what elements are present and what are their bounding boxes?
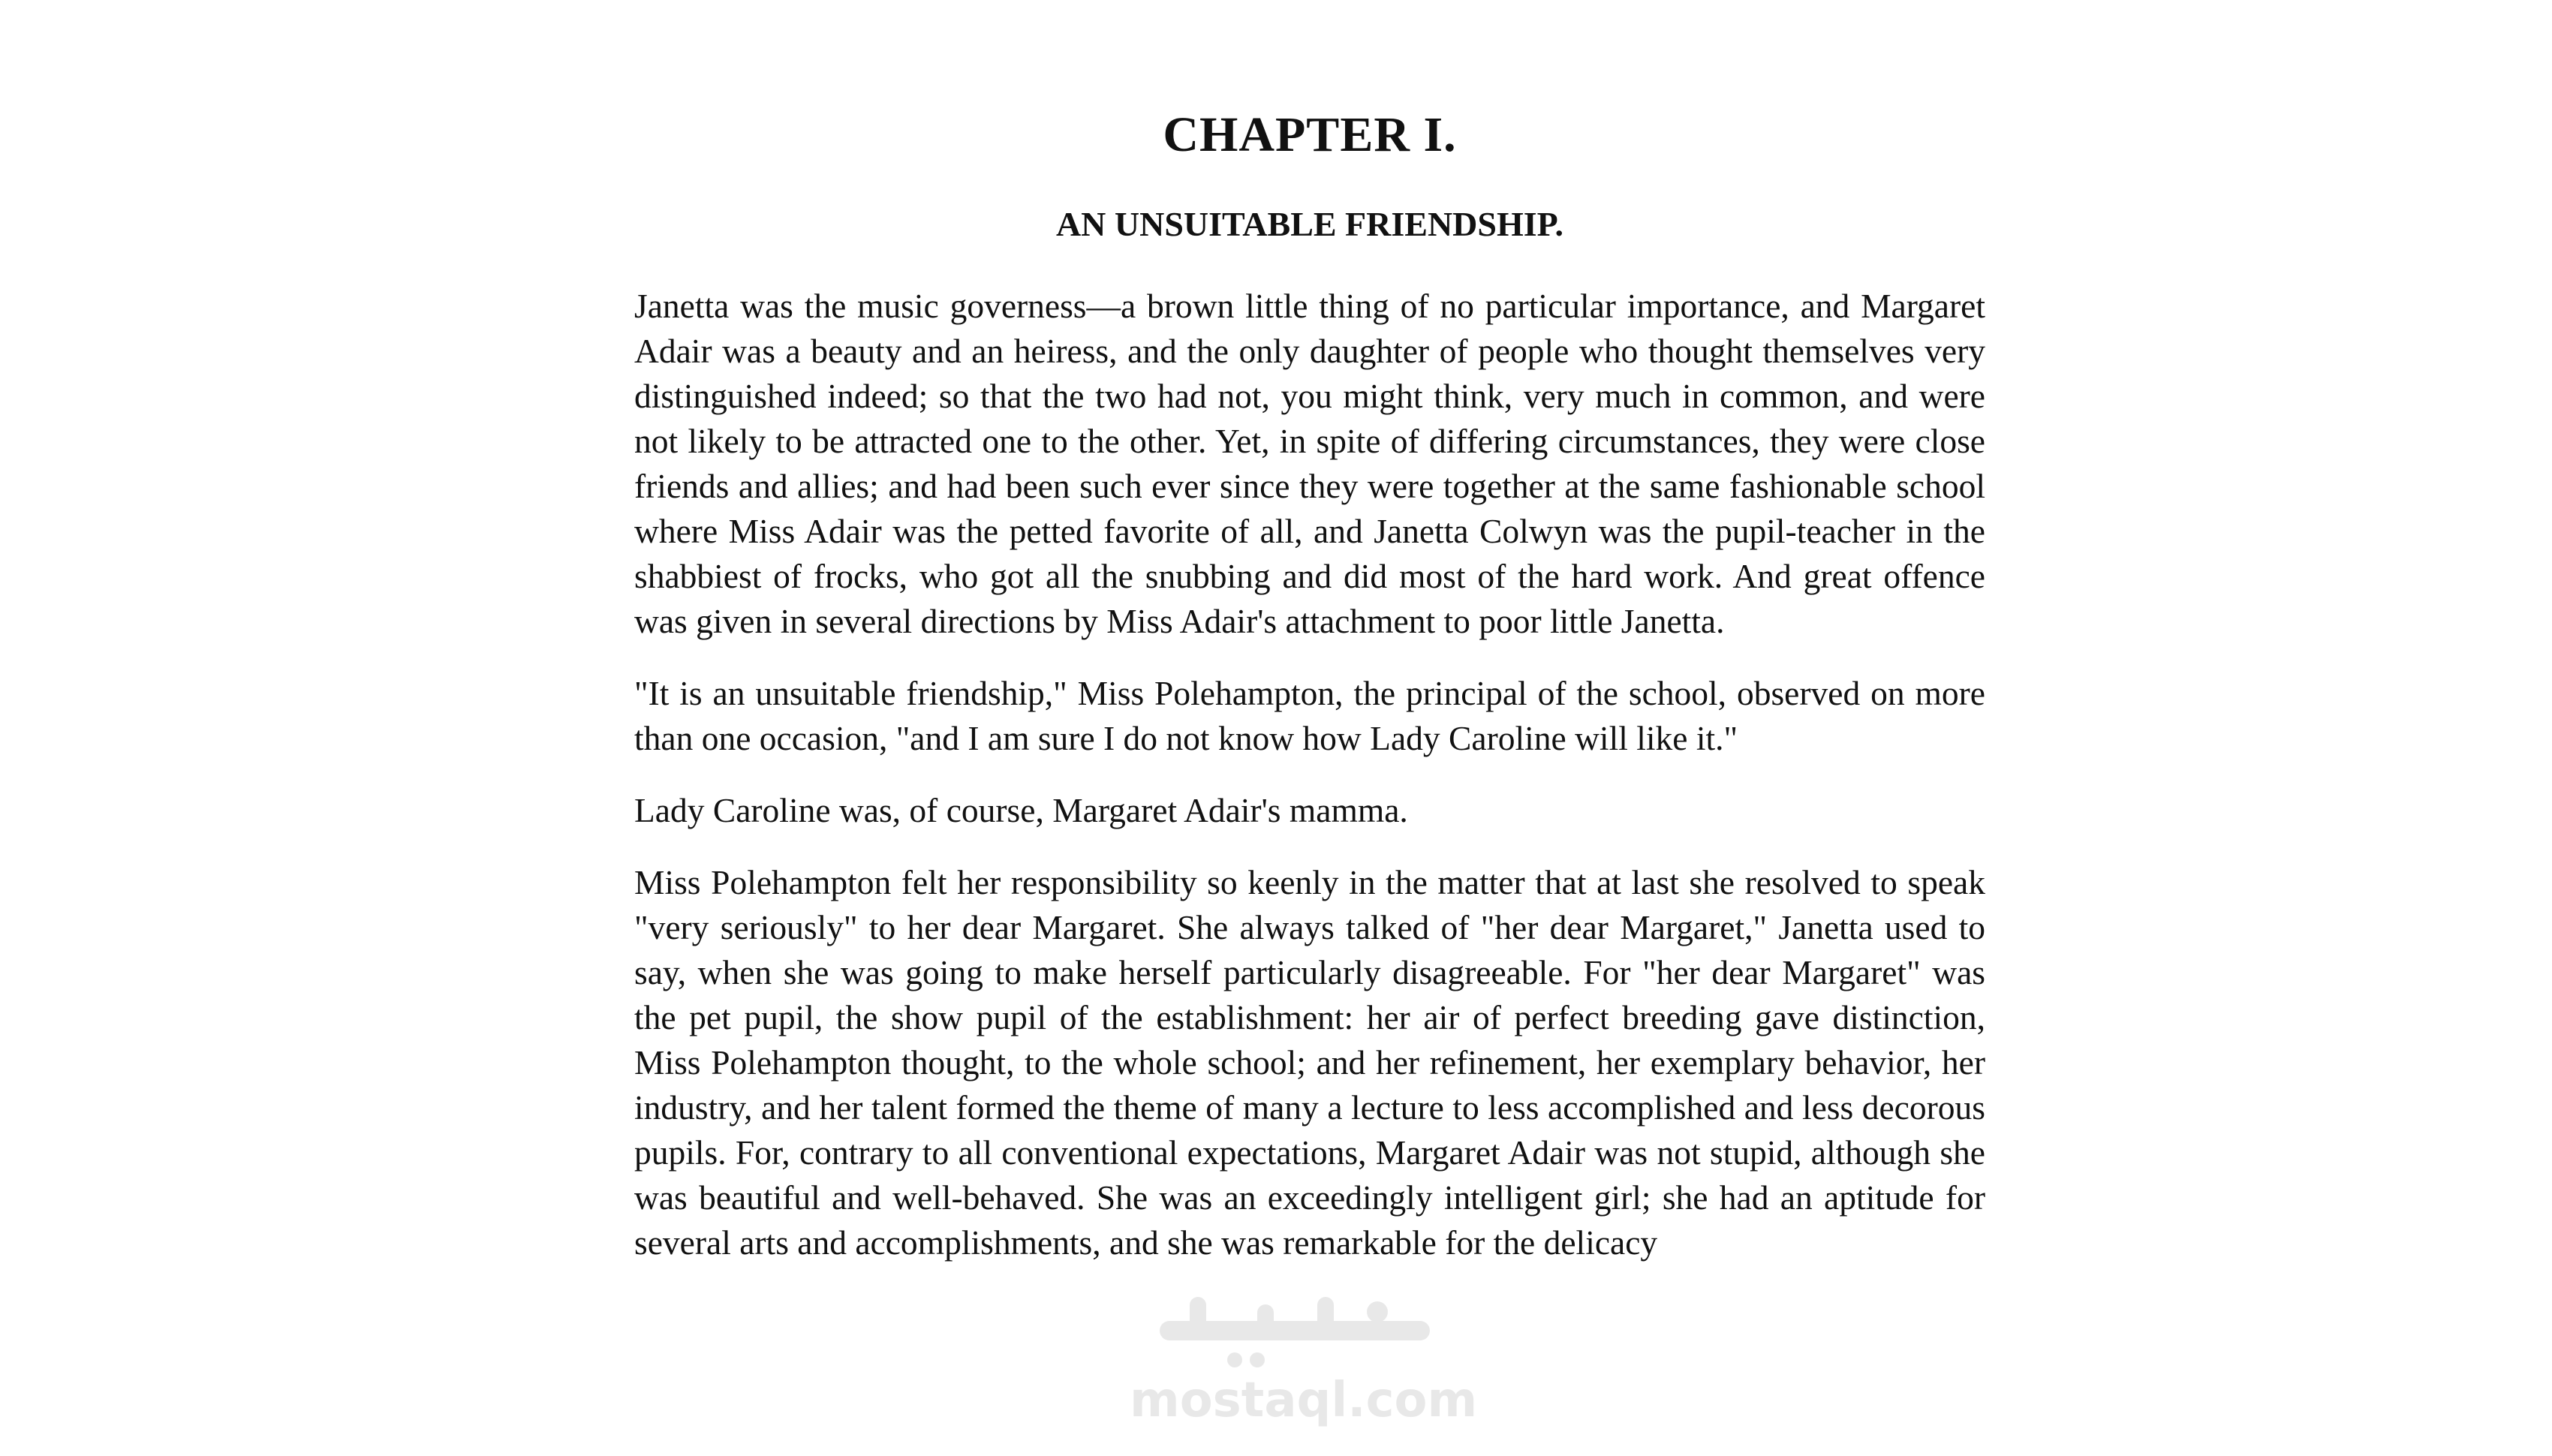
chapter-title: CHAPTER I. bbox=[1163, 107, 1457, 162]
chapter-body bbox=[634, 284, 1985, 1265]
chapter-subtitle: AN UNSUITABLE FRIENDSHIP. bbox=[1055, 205, 1564, 244]
document-page bbox=[634, 105, 1985, 1397]
paragraph-2: "It is an unsuitable friendship," Miss Polehampton, the principal of the school, observed on more than one occasion, "and I am sure I do not know how Lady Caroline will like it." bbox=[634, 674, 1985, 758]
paragraph-3: Lady Caroline was, of course, Margaret Adair's mamma. bbox=[634, 791, 1408, 830]
paragraph-1: Janetta was the music governess—a brown little thing of no particular importance, and Margaret Adair was a beauty and an heiress, and the only daughter of people who thought themselves very distinguished indeed; so that the two had not, you might think, very much in common, and were not likely to be attracted one to the other. Yet, in spite of differing circumstances, they were close friends and allies; and had been such ever since they were together at the same fashionable school where Miss Adair was the petted favorite of all, and Janetta Colwyn was the pupil-teacher in the shabbiest of frocks, who got all the snubbing and did most of the hard work. And great offence was given in several directions by Miss Adair's attachment to poor little Janetta. bbox=[634, 287, 1985, 641]
watermark-text: mostaql.com bbox=[1130, 1373, 1478, 1428]
paragraph-4: Miss Polehampton felt her responsibility so keenly in the matter that at last she resolved to speak "very seriously" to her dear Margaret. She always talked of "her dear Margaret," Janetta used to say, when she was going to make herself particularly disagreeable. For "her dear Margaret" was the pet pupil, the show pupil of the establishment: her air of perfect breeding gave distinction, Miss Polehampton thought, to the whole school; and her refinement, her exemplary behavior, her industry, and her talent formed the theme of many a lecture to less accomplished and less decorous pupils. For, contrary to all conventional expectations, Margaret Adair was not stupid, although she was beautiful and well-behaved. She was an exceedingly intelligent girl; she had an aptitude for several arts and accomplishments, and she was remarkable for the delicacy bbox=[634, 863, 1985, 1262]
